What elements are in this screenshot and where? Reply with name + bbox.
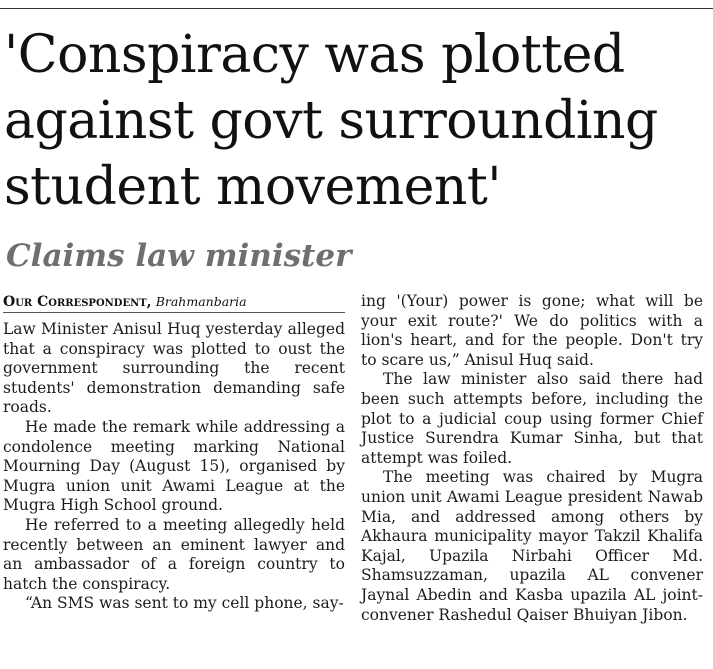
article-column-left [3, 292, 345, 614]
headline-line-2: against govt surrounding [4, 91, 658, 151]
top-rule [0, 8, 713, 9]
paragraph: ing '(Your) power is gone; what will be your exit route?' We do politics with a lion's heart, and for the people. Don't try to scare us,” Anisul Huq said. [361, 292, 703, 369]
paragraph: He made the remark while addressing a condolence meeting marking National Mourning Day (August 15), organised by Mugra union unit Awami League at the Mugra High School ground. [3, 417, 345, 515]
headline [4, 22, 709, 220]
byline-author: Our Correspondent, [3, 294, 152, 310]
paragraph: The meeting was chaired by Mugra union unit Awami League president Nawab Mia, and addressed among others by Akhaura municipality mayor Takzil Khalifa Kajal, Upazila Nirbahi Officer Md. Shamsuzzaman, upazila AL convener Jaynal Abedin and Kasba upazila AL joint-convener Rashedul Qaiser Bhuiyan Jibon. [361, 468, 703, 624]
article-column-right [361, 292, 703, 625]
paragraph: The law minister also said there had been such attempts before, including the plot to a judicial coup using former Chief Justice Surendra Kumar Sinha, but that attempt was foiled. [361, 370, 703, 467]
byline [3, 292, 345, 313]
paragraph: Law Minister Anisul Huq yesterday alleged that a conspiracy was plotted to oust the government surrounding the recent students' demonstration demanding safe roads. [3, 320, 345, 417]
paragraph: He referred to a meeting allegedly held recently between an eminent lawyer and an ambassador of a foreign country to hatch the conspiracy. [3, 515, 345, 593]
paragraph: “An SMS was sent to my cell phone, say- [25, 594, 344, 613]
headline-line-1: 'Conspiracy was plotted [4, 25, 625, 85]
headline-line-3: student movement' [4, 157, 502, 217]
subheadline: Claims law minister [6, 238, 352, 274]
byline-location: Brahmanbaria [155, 294, 247, 309]
